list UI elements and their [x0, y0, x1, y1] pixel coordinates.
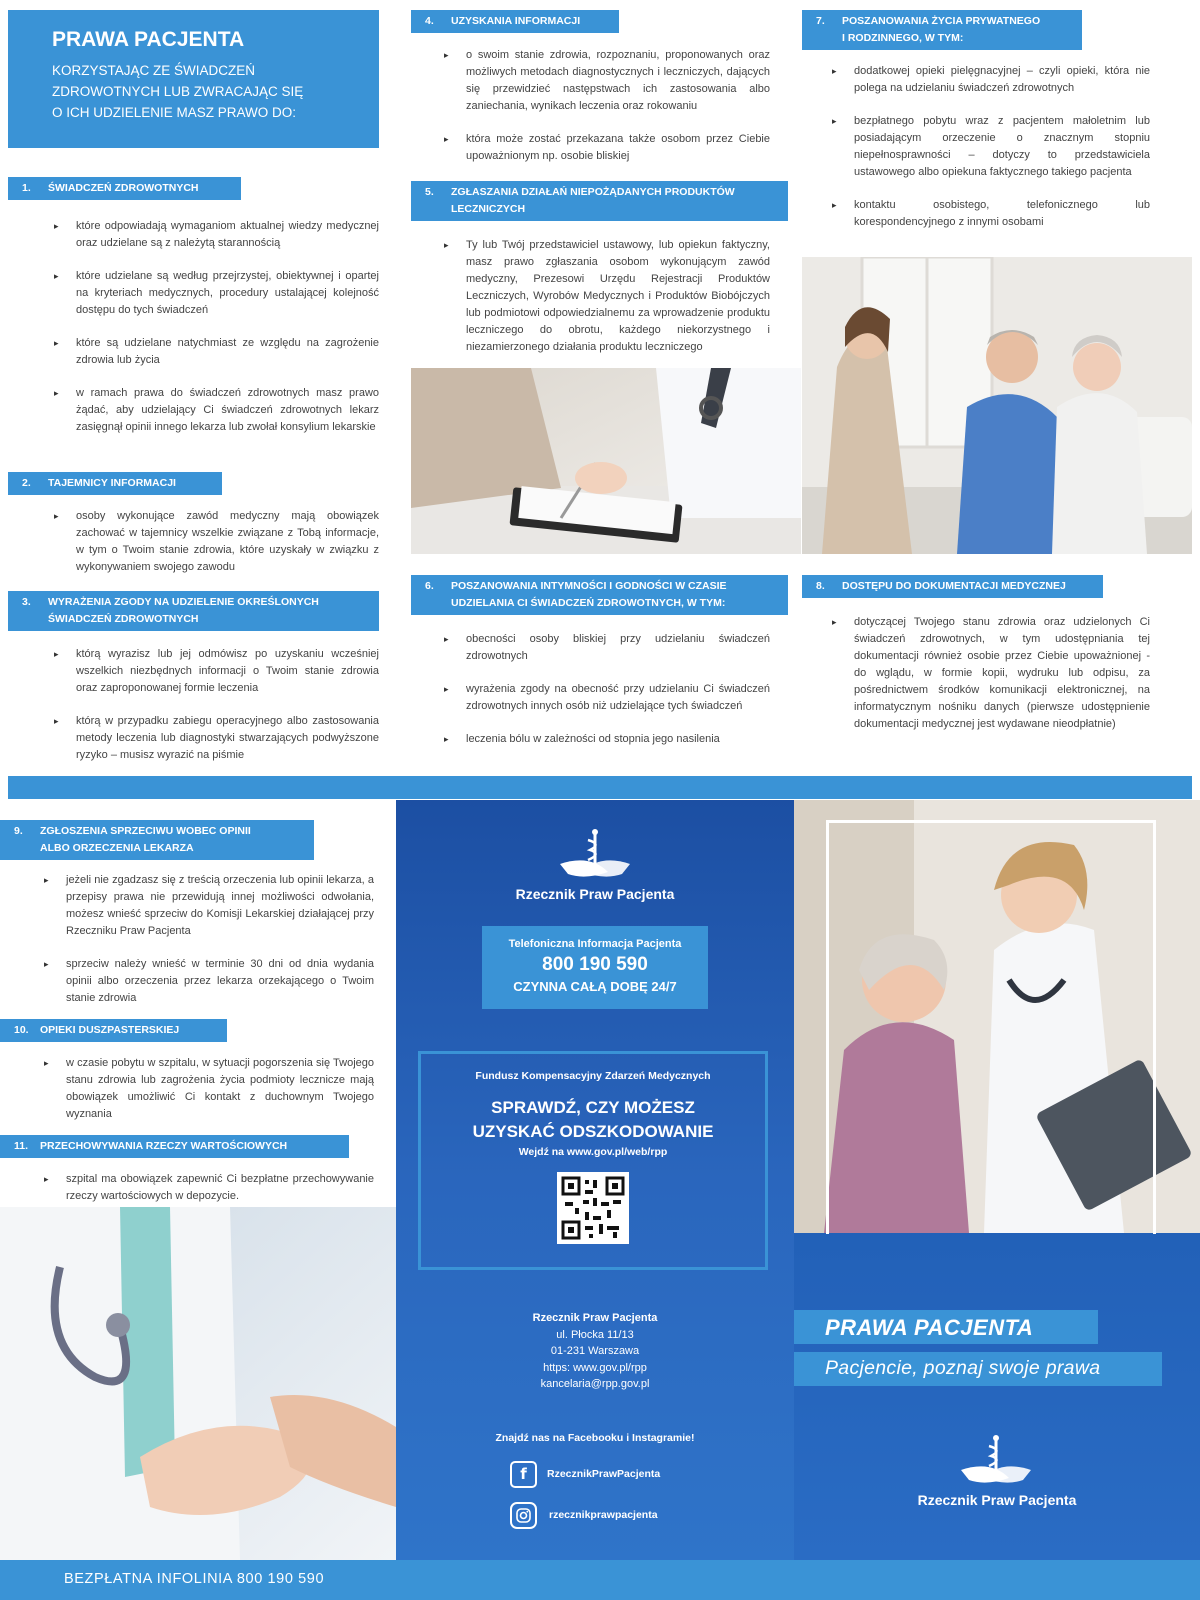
fund-headline: SPRAWDŹ, CZY MOŻESZ — [491, 1098, 695, 1117]
instagram-row[interactable] — [510, 1501, 658, 1529]
section-header-9 — [0, 820, 314, 860]
list-item: ▸ dotyczącej Twojego stanu zdrowia oraz udzielonych Ci świadczeń zdrowotnych, w tym udostępniania tej dokumentacji również osobie przez Ciebie upoważnionej - do wglądu, w formie kopii, wydruku lub odpisu, za pośrednictwem środków komunikacji elektronicznej, na informatycznym nośniku danych (pierwsze udostępnienie dokumentacji medycznej jest wydawane nieodpłatnie) — [832, 614, 1150, 733]
list-item: ▸ którą w przypadku zabiegu operacyjnego albo zastosowania metody leczenia lub diagnostyki stwarzających podwyższone ryzyko – musisz wyrazić na piśmie — [54, 713, 379, 764]
facebook-handle: RzecznikPrawPacjenta — [547, 1468, 661, 1480]
list-item: ▸ szpital ma obowiązek zapewnić Ci bezpłatne przechowywanie rzeczy wartościowych w depozycie. — [44, 1171, 374, 1205]
section-list-8 — [832, 614, 1150, 749]
footer-text: BEZPŁATNA INFOLINIA 800 190 590 — [64, 1571, 325, 1587]
logo-text: Rzecznik Praw Pacjenta — [515, 886, 675, 902]
section-number: 9. — [14, 825, 23, 837]
list-item: ▸ którą wyrazisz lub jej odmówisz po uzyskaniu wcześniej wszelkich niezbędnych informacji o Twoim stanie zdrowia oraz zaproponowanej formie leczenia — [54, 646, 379, 697]
list-item: ▸ Ty lub Twój przedstawiciel ustawowy, lub opiekun faktyczny, masz prawo zgłaszania osobom wykonującym zawód medyczny, Prezesowi Urzędu Rejestracji Produktów Leczniczych, Wyrobów Medycznych i Produktów Biobójczych lub podmiotowi odpowiedzialnemu za wprowadzenie produktu leczniczego do obrotu, każdego niekorzystnego i niezamierzonego działania produktu leczniczego — [444, 237, 770, 356]
section-header-1 — [8, 177, 241, 200]
cover-subtitle: Pacjencie, poznaj swoje prawa — [825, 1357, 1101, 1379]
section-number: 8. — [816, 580, 825, 592]
section-number: 3. — [22, 596, 31, 608]
section-number: 11. — [14, 1140, 29, 1152]
social-title: Znajdź nas na Facebooku i Instagramie! — [495, 1432, 695, 1444]
section-list-10 — [44, 1055, 374, 1139]
doctor-writing-photo — [411, 368, 801, 554]
doctor-writing-image — [411, 368, 801, 554]
section-header-10 — [0, 1019, 227, 1042]
instagram-handle: rzecznikprawpacjenta — [549, 1509, 658, 1521]
list-item: ▸ które odpowiadają wymaganiom aktualnej wiedzy medycznej oraz udzielane są z należytą starannością — [54, 218, 379, 252]
family-visit-image — [802, 257, 1192, 554]
list-item: ▸ w ramach prawa do świadczeń zdrowotnych masz prawo żądać, aby udzielający Ci świadczeń zdrowotnych lekarz zasięgnął opinii innego lekarza lub zwołał konsylium lekarskie — [54, 385, 379, 436]
section-header-8 — [802, 575, 1103, 598]
fund-link[interactable]: Wejdź na www.gov.pl/web/rpp — [518, 1146, 668, 1158]
fund-headline: UZYSKAĆ ODSZKODOWANIE — [472, 1122, 714, 1141]
cover-frame — [826, 820, 1156, 1234]
section-number: 7. — [816, 15, 825, 27]
list-item: ▸ leczenia bólu w zależności od stopnia jego nasilenia — [444, 731, 770, 748]
section-number: 2. — [22, 477, 31, 489]
section-number: 4. — [425, 15, 434, 27]
section-header-3 — [8, 591, 379, 631]
cover-title: PRAWA PACJENTA — [825, 1315, 1034, 1340]
address-web[interactable]: https: www.gov.pl/rpp — [543, 1361, 647, 1374]
cover-logo — [951, 1434, 1041, 1490]
list-item: ▸ dodatkowej opieki pielęgnacyjnej – czyli opieki, która nie polega na udzielaniu świadczeń zdrowotnych — [832, 63, 1150, 97]
intro-line: KORZYSTAJĄC ZE ŚWIADCZEŃ — [52, 63, 256, 78]
handshake-image — [0, 1207, 396, 1560]
section-title: DOSTĘPU DO DOKUMENTACJI MEDYCZNEJ — [842, 580, 1066, 592]
section-header-4 — [411, 10, 619, 33]
section-list-3 — [54, 646, 379, 780]
section-title: PRZECHOWYWANIA RZECZY WARTOŚCIOWYCH — [40, 1140, 288, 1152]
list-item: ▸ która może zostać przekazana także osobom przez Ciebie upoważnionym np. osobie bliskiej — [444, 131, 770, 165]
rpp-logo-icon — [550, 828, 640, 884]
section-list-1 — [54, 218, 379, 452]
list-item: ▸ obecności osoby bliskiej przy udzielaniu świadczeń zdrowotnych — [444, 631, 770, 665]
phone-number: 800 190 590 — [542, 954, 648, 975]
cover-logo-text: Rzecznik Praw Pacjenta — [917, 1492, 1077, 1508]
section-title: LECZNICZYCH — [451, 203, 526, 215]
section-number: 1. — [22, 182, 31, 194]
section-title: TAJEMNICY INFORMACJI — [48, 477, 176, 489]
logo — [550, 828, 640, 884]
section-header-2 — [8, 472, 222, 495]
list-item: ▸ kontaktu osobistego, telefonicznego lub korespondencyjnego z innymi osobami — [832, 197, 1150, 231]
section-number: 6. — [425, 580, 434, 592]
list-item: ▸ wyrażenia zgody na obecność przy udzielaniu Ci świadczeń zdrowotnych innych osób niż udzielające tych świadczeń — [444, 681, 770, 715]
list-item: ▸ bezpłatnego pobytu wraz z pacjentem małoletnim lub posiadającym orzeczenie o znacznym stopniu niepełnosprawności – dotyczy to przedstawiciela ustawowego albo opiekuna faktycznego takiego pacjenta — [832, 113, 1150, 181]
facebook-icon: f — [510, 1461, 537, 1488]
phone-box-title: Telefoniczna Informacja Pacjenta — [508, 938, 682, 950]
fund-box-title: Fundusz Kompensacyjny Zdarzeń Medycznych — [475, 1070, 711, 1082]
intro-line: ZDROWOTNYCH LUB ZWRACAJĄC SIĘ — [52, 84, 304, 99]
handshake-photo — [0, 1207, 396, 1560]
section-header-7 — [802, 10, 1082, 50]
family-visit-photo — [802, 257, 1192, 554]
section-title: UDZIELANIA CI ŚWIADCZEŃ ZDROWOTNYCH, W TYM: — [451, 597, 726, 609]
address-block — [396, 1310, 794, 1393]
list-item: ▸ o swoim stanie zdrowia, rozpoznaniu, proponowanych oraz możliwych metodach diagnostycznych i leczniczych, dających się przewidzieć następstwach ich zastosowania albo zaniechania, wynikach leczenia oraz rokowaniu — [444, 47, 770, 115]
list-item: ▸ sprzeciw należy wnieść w terminie 30 dni od dnia wydania opinii albo orzeczenia przez lekarza orzekającego o Twoim stanie zdrowia — [44, 956, 374, 1007]
section-title: ŚWIADCZEŃ ZDROWOTNYCH — [48, 613, 199, 625]
list-item: ▸ jeżeli nie zgadzasz się z treścią orzeczenia lub opinii lekarza, a przepisy prawa nie przewidują innej możliwości odwołania, możesz wnieść sprzeciw do Komisji Lekarskiej działającej przy Rzeczniku Praw Pacjenta — [44, 872, 374, 940]
section-title: POSZANOWANIA ŻYCIA PRYWATNEGO — [842, 15, 1041, 27]
section-list-7 — [832, 63, 1150, 247]
address-city: 01-231 Warszawa — [550, 1345, 640, 1357]
instagram-icon — [510, 1502, 537, 1529]
section-header-6 — [411, 575, 788, 615]
address-name: Rzecznik Praw Pacjenta — [532, 1312, 658, 1324]
section-title: I RODZINNEGO, W TYM: — [842, 32, 964, 44]
section-number: 10. — [14, 1024, 29, 1036]
section-title: ŚWIADCZEŃ ZDROWOTNYCH — [48, 182, 199, 194]
section-list-2 — [54, 508, 379, 592]
rpp-logo-icon — [951, 1434, 1041, 1490]
intro-box — [8, 10, 379, 148]
qr-code[interactable] — [557, 1172, 629, 1244]
section-title: POSZANOWANIA INTYMNOŚCI I GODNOŚCI W CZASIE — [451, 580, 727, 592]
footer-band — [0, 1560, 1200, 1600]
section-header-11 — [0, 1135, 349, 1158]
intro-title: PRAWA PACJENTA — [52, 28, 245, 51]
section-title: UZYSKANIA INFORMACJI — [451, 15, 581, 27]
divider-band — [8, 776, 1192, 799]
cover-panel — [794, 800, 1200, 1560]
section-title: WYRAŻENIA ZGODY NA UDZIELENIE OKREŚLONYCH — [48, 596, 319, 608]
intro-line: O ICH UDZIELENIE MASZ PRAWO DO: — [52, 105, 297, 120]
section-list-9 — [44, 872, 374, 1023]
fund-box — [418, 1051, 768, 1270]
section-number: 5. — [425, 186, 434, 198]
section-title: OPIEKI DUSZPASTERSKIEJ — [40, 1024, 180, 1036]
phone-hours: CZYNNA CAŁĄ DOBĘ 24/7 — [513, 979, 677, 994]
address-street: ul. Płocka 11/13 — [556, 1328, 634, 1341]
section-list-5 — [444, 237, 770, 372]
list-item: ▸ w czasie pobytu w szpitalu, w sytuacji pogorszenia się Twojego stanu zdrowia lub zagrożenia życia podmioty lecznicze mają obowiązek umożliwić Ci kontakt z duchownym Twojego wyznania — [44, 1055, 374, 1123]
section-title: ALBO ORZECZENIA LEKARZA — [40, 842, 194, 854]
facebook-row[interactable] — [510, 1460, 660, 1488]
section-list-6 — [444, 631, 770, 764]
list-item: ▸ które udzielane są według przejrzystej, obiektywnej i opartej na kryteriach medycznych, procedury ustalającej kolejność dostępu do tych świadczeń — [54, 268, 379, 319]
section-title: ZGŁOSZENIA SPRZECIWU WOBEC OPINII — [40, 825, 251, 837]
address-email[interactable]: kancelaria@rpp.gov.pl — [540, 1378, 650, 1390]
back-panel — [396, 800, 794, 1560]
section-list-4 — [444, 47, 770, 181]
qr-code-icon — [561, 1176, 625, 1240]
phone-info-box — [482, 926, 708, 1009]
section-title: ZGŁASZANIA DZIAŁAŃ NIEPOŻĄDANYCH PRODUKTÓW — [451, 186, 735, 198]
list-item: ▸ osoby wykonujące zawód medyczny mają obowiązek zachować w tajemnicy wszelkie związane z Tobą informacje, w tym o Twoim stanie zdrowia, które uzyskały w związku z wykonywaniem swojego zawodu — [54, 508, 379, 576]
list-item: ▸ które są udzielane natychmiast ze względu na zagrożenie zdrowia lub życia — [54, 335, 379, 369]
section-header-5 — [411, 181, 788, 221]
